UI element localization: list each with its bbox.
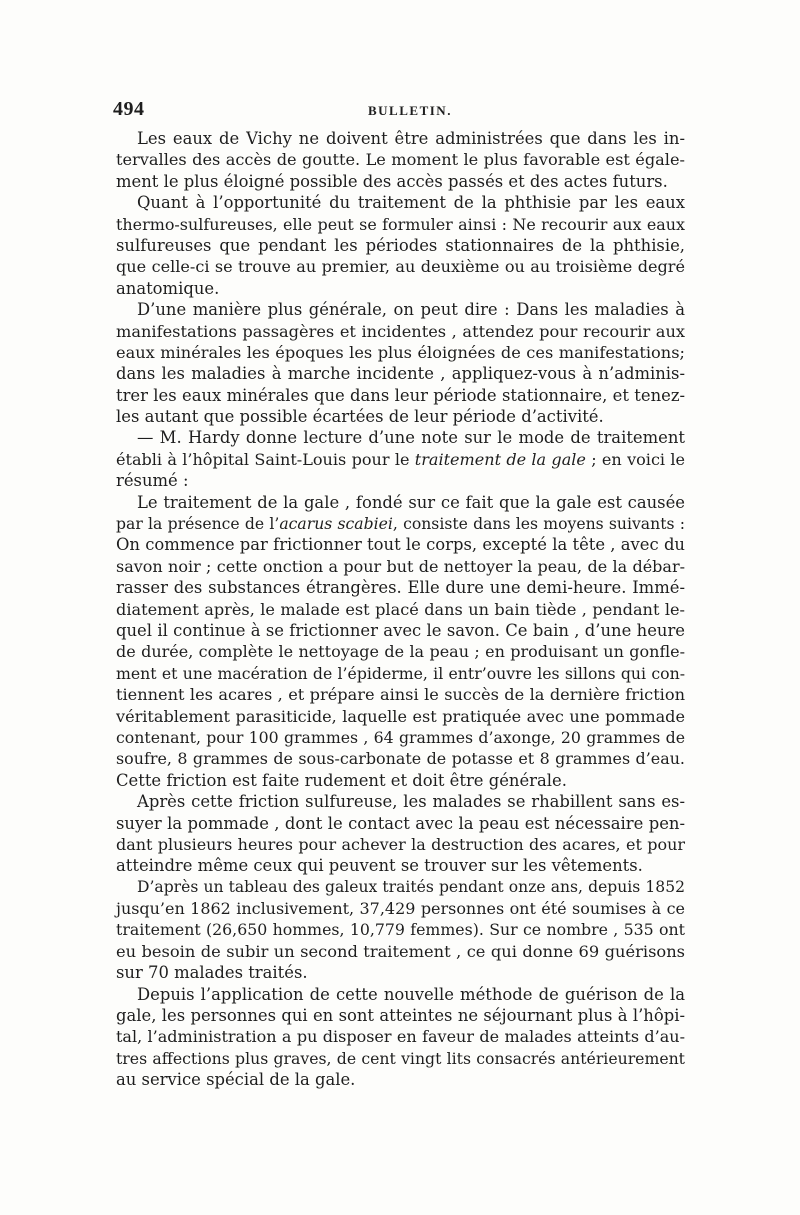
text-line [116, 171, 685, 192]
text-line [116, 513, 685, 534]
text-line-content: Les eaux de Vichy ne doivent être administrées que dans les in- [137, 129, 685, 148]
text-line-content: anatomique. [116, 278, 220, 298]
text-line [116, 149, 685, 170]
text-line-content: de durée, complète le nettoyage de la peau ; en produisant un gonfle- [116, 642, 685, 662]
text-line [116, 406, 685, 427]
text-line-content: tres affections plus graves, de cent vingt lits consacrés antérieurement [116, 1048, 685, 1068]
text-line-content: tervalles des accès de goutte. Le moment le plus favorable est égale- [116, 150, 685, 170]
text-line-content: thermo-sulfureuses, elle peut se formuler ainsi : Ne recourir aux eaux [116, 214, 685, 234]
text-line-content: D’une manière plus générale, on peut dire : Dans les maladies à [137, 300, 685, 320]
text-line-content: véritablement parasiticide, laquelle est pratiquée avec une pommade [116, 706, 685, 726]
text-line-content: ment et une macération de l’épiderme, il entr’ouvre les sillons qui con- [116, 663, 685, 683]
text-line [116, 663, 685, 684]
text-line [116, 706, 685, 727]
body-text [116, 128, 685, 1091]
text-line [116, 427, 685, 448]
text-line [116, 834, 685, 855]
text-line-content: soufre, 8 grammes de sous-carbonate de potasse et 8 grammes d’eau. [116, 749, 685, 769]
text-line [116, 813, 685, 834]
text-line-content: établi à l’hôpital Saint-Louis pour le traitement de la gale ; en voici le [116, 449, 686, 469]
text-line [116, 385, 685, 406]
italic-phrase: traitement de la gale [414, 449, 586, 469]
text-line-content: résumé : [116, 471, 189, 491]
text-line-content: gale, les personnes qui en sont atteintes ne séjournant plus à l’hôpi- [116, 1006, 685, 1026]
text-line-content: par la présence de l’acarus scabiei, consiste dans les moyens suivants : [116, 514, 685, 534]
text-line [116, 919, 685, 940]
text-line [116, 534, 685, 555]
text-line-content: — M. Hardy donne lecture d’une note sur le mode de traitement [137, 428, 685, 448]
text-line-content: dans les maladies à marche incidente , appliquez-vous à n’adminis- [116, 364, 685, 384]
text-line [116, 1026, 685, 1047]
text-line-content: manifestations passagères et incidentes , attendez pour recourir aux [116, 321, 685, 341]
page-header [113, 98, 685, 124]
text-line-content: contenant, pour 100 grammes , 64 grammes d’axonge, 20 grammes de [116, 727, 685, 747]
text-line-content: au service spécial de la gale. [116, 1070, 356, 1090]
text-line-content: ment le plus éloigné possible des accès passés et des actes futurs. [116, 171, 668, 191]
text-line-content: On commence par frictionner tout le corps, excepté la tête , avec du [116, 535, 685, 555]
text-line [116, 748, 685, 769]
text-line [116, 641, 685, 662]
text-line-content: quel il continue à se frictionner avec le savon. Ce bain , d’une heure [116, 620, 685, 640]
text-line-content: sulfureuses que pendant les périodes stationnaires de la phthisie, [116, 235, 685, 255]
text-line-content: rasser des substances étrangères. Elle dure une demi-heure. Immé- [116, 578, 685, 598]
text-line [116, 962, 685, 983]
text-line-content: traitement (26,650 hommes, 10,779 femmes). Sur ce nombre , 535 ont [116, 920, 685, 940]
text-line [116, 492, 685, 513]
text-line [116, 984, 685, 1005]
italic-phrase: acarus scabiei [279, 514, 393, 534]
text-line [116, 278, 685, 299]
text-line [116, 214, 685, 235]
text-line [116, 1069, 685, 1090]
text-line [116, 791, 685, 812]
text-line-content: jusqu’en 1862 inclusivement, 37,429 personnes ont été soumises à ce [116, 899, 685, 919]
text-line-content: sur 70 malades traités. [116, 963, 308, 983]
text-line [116, 342, 685, 363]
page-number: 494 [113, 98, 145, 120]
text-line-content: eaux minérales les époques les plus éloignées de ces manifestations; [116, 342, 685, 362]
text-line-content: trer les eaux minérales que dans leur période stationnaire, et tenez- [116, 385, 685, 405]
text-line [116, 770, 685, 791]
text-line [116, 363, 685, 384]
text-line [116, 299, 685, 320]
text-line [116, 684, 685, 705]
text-line [116, 941, 685, 962]
text-line-content: Depuis l’application de cette nouvelle méthode de guérison de la [137, 984, 685, 1004]
text-line-content: atteindre même ceux qui peuvent se trouver sur les vêtements. [116, 856, 643, 876]
text-line-content: diatement après, le malade est placé dans un bain tiède , pendant le- [116, 599, 685, 619]
text-line [116, 1048, 685, 1069]
text-line [116, 321, 685, 342]
text-line [116, 877, 685, 898]
text-line [116, 192, 685, 213]
text-line [116, 470, 685, 491]
text-line [116, 128, 685, 149]
text-line-content: tiennent les acares , et prépare ainsi le succès de la dernière friction [116, 685, 685, 705]
text-line-content: Le traitement de la gale , fondé sur ce fait que la gale est causée [137, 492, 685, 512]
text-line-content: tal, l’administration a pu disposer en faveur de malades atteints d’au- [116, 1027, 685, 1047]
text-line [116, 577, 685, 598]
text-line-content: les autant que possible écartées de leur période d’activité. [116, 407, 604, 427]
text-line [116, 556, 685, 577]
text-line-content: eu besoin de subir un second traitement , ce qui donne 69 guérisons [116, 941, 685, 961]
text-line-content: Après cette friction sulfureuse, les malades se rhabillent sans es- [137, 792, 685, 812]
text-line-content: que celle-ci se trouve au premier, au deuxième ou au troisième degré [116, 257, 685, 277]
text-line [116, 620, 685, 641]
text-line [116, 855, 685, 876]
text-line [116, 235, 685, 256]
text-line-content: suyer la pommade , dont le contact avec la peau est nécessaire pen- [116, 813, 685, 833]
text-line-content: Quant à l’opportunité du traitement de la phthisie par les eaux [137, 193, 685, 213]
running-head: BULLETIN. [368, 103, 452, 118]
text-line-content: D’après un tableau des galeux traités pendant onze ans, depuis 1852 [137, 877, 685, 896]
text-line [116, 898, 685, 919]
text-line-content: Cette friction est faite rudement et doit être générale. [116, 770, 567, 790]
text-line [116, 449, 685, 470]
text-line [116, 256, 685, 277]
text-line [116, 599, 685, 620]
text-line [116, 1005, 685, 1026]
text-line-content: dant plusieurs heures pour achever la destruction des acares, et pour [116, 834, 685, 854]
text-line [116, 727, 685, 748]
text-line-content: savon noir ; cette onction a pour but de nettoyer la peau, de la débar- [116, 556, 685, 576]
